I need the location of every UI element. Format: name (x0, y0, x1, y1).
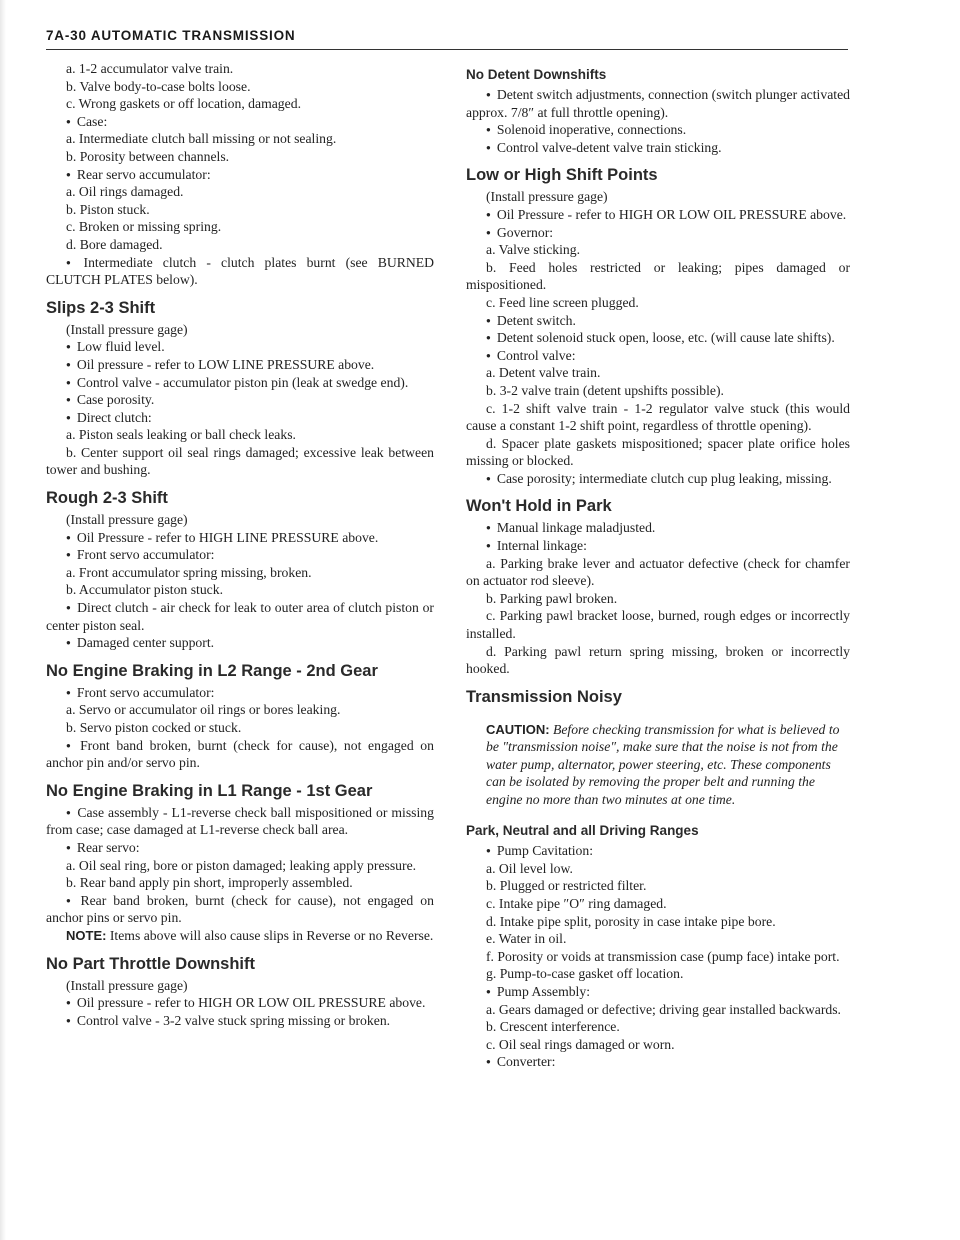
text-line: b. Crescent interference. (486, 1019, 620, 1035)
text-line: (Install pressure gage) (66, 977, 188, 993)
bullet-item: ● Front band broken, burnt (check for cause), not engaged on anchor pin and/or servo pin. (46, 737, 434, 772)
note-text: Items above will also cause slips in Reverse or no Reverse. (106, 927, 434, 943)
text-line: d. Spacer plate gaskets mispositioned; spacer plate orifice holes missing or blocked. (466, 435, 850, 469)
bullet-item: ● Case: (46, 113, 434, 131)
bullet-item: ● Oil Pressure - refer to HIGH LINE PRESSURE above. (46, 529, 434, 547)
caution-label: CAUTION: (486, 721, 550, 737)
text-line: b. Rear band apply pin short, improperly assembled. (66, 875, 353, 891)
bullet-item: ● Oil pressure - refer to HIGH OR LOW OIL PRESSURE above. (46, 994, 434, 1012)
text-line: a. Parking brake lever and actuator defective (check for chamfer on actuator rod sleeve). (466, 555, 850, 589)
bullet-item: ● Governor: (466, 224, 850, 242)
text-line: c. Broken or missing spring. (66, 219, 222, 235)
bullet-item: ● Internal linkage: (466, 537, 850, 555)
bullet-item: ● Low fluid level. (46, 338, 434, 356)
text-line: b. Valve body-to-case bolts loose. (66, 78, 251, 94)
bullet-item: ● Pump Assembly: (466, 983, 850, 1001)
section-heading: No Part Throttle Downshift (46, 954, 255, 973)
text-line: b. Parking pawl broken. (486, 590, 618, 606)
scan-edge (0, 0, 6, 1240)
text-line: (Install pressure gage) (66, 321, 188, 337)
text-line: b. 3-2 valve train (detent upshifts possible). (486, 382, 724, 398)
text-line: d. Bore damaged. (66, 236, 163, 252)
text-line: (Install pressure gage) (486, 189, 608, 205)
note-block (46, 927, 434, 945)
bullet-item: ● Direct clutch: (46, 409, 434, 427)
bullet-item: ● Solenoid inoperative, connections. (466, 121, 850, 139)
text-line: b. Accumulator piston stuck. (66, 582, 224, 598)
section-heading: Rough 2-3 Shift (46, 489, 168, 508)
text-line: c. Feed line screen plugged. (486, 294, 639, 310)
text-line: b. Servo piston cocked or stuck. (66, 720, 242, 735)
text-line: f. Porosity or voids at transmission case (pump face) intake port. (486, 948, 840, 964)
bullet-item: ● Damaged center support. (46, 634, 434, 652)
section-heading: No Engine Braking in L1 Range - 1st Gear (46, 781, 373, 800)
bullet-item: ● Oil pressure - refer to LOW LINE PRESSURE above. (46, 356, 434, 374)
bullet-item: ● Front servo accumulator: (46, 684, 434, 702)
bullet-item: ● Direct clutch - air check for leak to outer area of clutch piston or center piston seal. (46, 599, 434, 634)
text-line: c. Oil seal rings damaged or worn. (486, 1036, 675, 1052)
text-line: a. Piston seals leaking or ball check leaks. (66, 427, 296, 443)
text-line: d. Parking pawl return spring missing, broken or incorrectly hooked. (466, 643, 850, 677)
text-line: a. Oil rings damaged. (66, 184, 184, 200)
bullet-item: ● Converter: (466, 1053, 850, 1071)
text-line: a. 1-2 accumulator valve train. (66, 61, 234, 76)
bullet-item: ● Rear servo accumulator: (46, 166, 434, 184)
text-line: a. Gears damaged or defective; driving gear installed backwards. (486, 1001, 841, 1017)
text-line: c. Wrong gaskets or off location, damaged. (66, 96, 301, 112)
bullet-item: ● Rear band broken, burnt (check for cause), not engaged on anchor pins or servo pin. (46, 892, 434, 927)
section-heading: Slips 2-3 Shift (46, 298, 156, 317)
bullet-item: ● Front servo accumulator: (46, 546, 434, 564)
bullet-item: ● Control valve: (466, 347, 850, 365)
bullet-item: ● Case porosity. (46, 391, 434, 409)
header-rule (46, 49, 848, 50)
text-line: b. Plugged or restricted filter. (486, 878, 647, 894)
text-line: a. Servo or accumulator oil rings or bores leaking. (66, 702, 341, 718)
text-line: c. Intake pipe ″O″ ring damaged. (486, 895, 667, 911)
section-heading: Low or High Shift Points (466, 166, 658, 185)
text-line: c. Parking pawl bracket loose, burned, rough edges or incorrectly installed. (466, 608, 850, 642)
text-line: a. Intermediate clutch ball missing or not sealing. (66, 131, 337, 147)
text-line: b. Center support oil seal rings damaged; excessive leak between tower and bushing. (46, 444, 434, 478)
left-column (46, 60, 434, 1029)
text-line: a. Oil seal ring, bore or piston damaged; leaking apply pressure. (66, 857, 417, 873)
bullet-item: ● Control valve - 3-2 valve stuck spring missing or broken. (46, 1012, 434, 1030)
bullet-item: ● Control valve-detent valve train sticking. (466, 139, 850, 157)
bullet-item: ● Intermediate clutch - clutch plates burnt (see BURNED CLUTCH PLATES below). (46, 254, 434, 289)
right-column (466, 60, 850, 1071)
bullet-item: ● Detent solenoid stuck open, loose, etc. (will cause late shifts). (466, 329, 850, 347)
page-header: 7A-30 AUTOMATIC TRANSMISSION (46, 28, 296, 43)
bullet-item: ● Rear servo: (46, 839, 434, 857)
text-line: a. Valve sticking. (486, 242, 581, 258)
section-heading: Won't Hold in Park (466, 497, 612, 516)
text-line: b. Feed holes restricted or leaking; pipes damaged or mispositioned. (466, 259, 850, 293)
bullet-item: ● Oil Pressure - refer to HIGH OR LOW OIL PRESSURE above. (466, 206, 850, 224)
text-line: (Install pressure gage) (66, 512, 188, 528)
section-heading: Park, Neutral and all Driving Ranges (466, 823, 699, 839)
text-line: a. Detent valve train. (486, 365, 601, 381)
caution-text: Before checking transmission for what is believed to be ″transmission noise″, make sure that the noise is not from the water pump, alternator, power steering, etc. These components can be isolated by removing the proper belt and running the engine no more than two minutes at one time. (486, 721, 840, 807)
bullet-item: ● Case porosity; intermediate clutch cup plug leaking, missing. (466, 470, 850, 488)
section-heading: No Detent Downshifts (466, 67, 607, 82)
text-line: b. Porosity between channels. (66, 148, 230, 164)
bullet-item: ● Detent switch adjustments, connection (switch plunger activated approx. 7/8″ at full throttle opening). (466, 86, 850, 121)
bullet-item: ● Control valve - accumulator piston pin (leak at swedge end). (46, 374, 434, 392)
bullet-item: ● Case assembly - L1-reverse check ball mispositioned or missing from case; case damaged at L1-reverse check ball area. (46, 804, 434, 839)
text-line: b. Piston stuck. (66, 201, 150, 217)
bullet-item: ● Manual linkage maladjusted. (466, 519, 850, 537)
text-line: a. Oil level low. (486, 860, 573, 876)
section-heading: No Engine Braking in L2 Range - 2nd Gear (46, 661, 378, 680)
bullet-item: ● Detent switch. (466, 312, 850, 330)
note-label: NOTE: (66, 927, 107, 943)
text-line: a. Front accumulator spring missing, broken. (66, 564, 312, 580)
bullet-item: ● Pump Cavitation: (466, 842, 850, 860)
text-line: g. Pump-to-case gasket off location. (486, 966, 684, 982)
text-line: d. Intake pipe split, porosity in case intake pipe bore. (486, 913, 776, 929)
caution-block (466, 721, 850, 809)
text-line: c. 1-2 shift valve train - 1-2 regulator valve stuck (this would cause a constant 1-2 shift point, regardless of throttle opening). (466, 400, 850, 434)
section-heading: Transmission Noisy (466, 687, 622, 706)
text-line: e. Water in oil. (486, 931, 567, 947)
